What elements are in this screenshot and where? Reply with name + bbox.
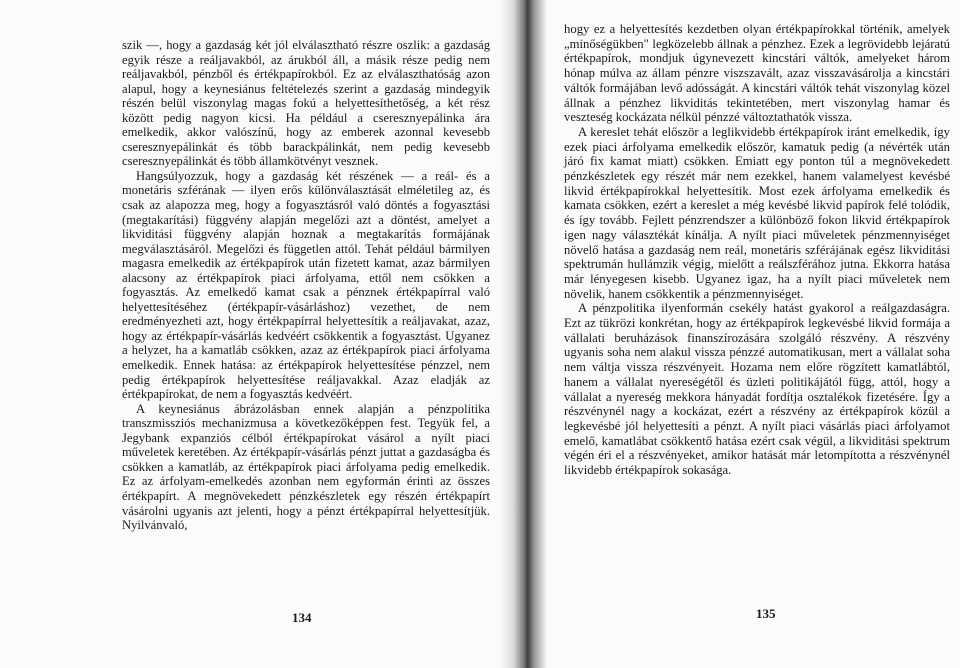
paragraph: hogy ez a helyettesítés kezdetben olyan értékpapírokkal történik, amelyek „minőségükben" legközelebb állnak a pénzhez. Ezek a legrövidebb lejáratú értékpapírok, mondjuk úgynevezett kincstári váltók, amelyeket három hónap múlva az állam pénzre viszszavált, azaz visszavásárolja a kincstári váltók formájában levő adósságát. A kincstári váltók tehát viszonylag közel állnak a pénzhez likviditás tekintetében, mert viszonylag hamar és veszteség kockázata nélkül pénzzé változtathatók vissza. [564,22,950,125]
right-page-text [564,22,950,478]
right-page [534,0,960,668]
paragraph: A pénzpolitika ilyenformán csekély hatást gyakorol a reálgazdaságra. Ezt az tükrözi konkrétan, hogy az értékpapírok legkevésbé likvid formája a vállalati beruházások finanszírozására szolgáló részvény. A részvény ugyanis soha nem alakul vissza pénzzé automatikusan, mert a vállalat soha nem váltja vissza részvényeit. Hozama nem előre rögzített kamatlábtól, hanem a vállalat nyereségétől és üzleti politikájától függ, attól, hogy a vállalat a nyereség mekkora hányadát fordítja osztalékok fizetésére. Így a részvénynél nagy a kockázat, ezért a részvény az értékpapírok közül a legkevésbé jól helyettesíti a pénzt. A nyílt piaci vásárlás piaci árfolyamot emelő, kamatlábat csökkentő hatása ezért csak végül, a likviditási spektrum végén éri el a részvényeket, amikor hatását már letompította a részvénynél likvidebb értékpapírok sokasága. [564,301,950,478]
left-page-text [122,38,490,533]
paragraph: Hangsúlyozzuk, hogy a gazdaság két részének — a reál- és a monetáris szférának — ilyen erős különválasztását elméletileg az, és csak az alapozza meg, hogy a fogyasztásról való döntés a fogyasztási (megtakarítási) függvény alapján megelőzi azt a döntést, amelyet a likviditási függvény alapján hoznak a megtakarítás formájának megválasztásáról. Megelőzi és független attól. Tehát például bármilyen magasra emelkedik az értékpapírok után fizetett kamat, azaz bármilyen alacsony az értékpapírok piaci árfolyama, ettől nem csökken a fogyasztás. Az emelkedő kamat csak a pénznek értékpapírral való helyettesítéséhez (értékpapír-vásárláshoz) vezethet, de nem eredményezheti azt, hogy értékpapírral helyettesítik a reáljavakat, azaz, hogy az értékpapír-vásárlás kedvéért csökkentik a fogyasztást. Ugyanez a helyzet, ha a kamatláb csökken, azaz az értékpapírok piaci árfolyama emelkedik. Ennek hatása: az értékpapírok helyettesítése pénzzel, nem pedig értékpapírok helyettesítése reáljavakkal. Azaz eladják az értékpapírokat, de nem a fogyasztás kedvéért. [122,168,490,402]
paragraph: A kereslet tehát először a leglikvidebb értékpapírok iránt emelkedik, így ezek piaci árfolyama emelkedik először, kamatuk pedig (a névérték után járó fix kamat miatt) csökken. Emiatt egy ponton túl a megnövekedett pénzkészletek egy részét már nem ezekkel, hanem valamelyest kevésbé likvid értékpapírokkal helyettesítik. Most ezek árfolyama emelkedik és kamata csökken, ezért a kereslet a még kevésbé likvid papírok felé tolódik, és így tovább. Fejlett pénzrendszer a különböző fokon likvid értékpapírok igen nagy választékát kínálja. A nyílt piaci műveletek pénzmennyiséget növelő hatása a gazdaság nem reál, monetáris szférájának egész likviditási spektrumán hullámzik végig, mielőtt a reálszférához jutna. Ekkorra hatása már lényegesen kisebb. Ugyanez igaz, ha a nyílt piaci műveletek nem növelik, hanem csökkentik a pénzmennyiséget. [564,124,950,301]
page-number-left: 134 [292,610,312,625]
page-number-right: 135 [756,606,776,621]
paragraph: szik —, hogy a gazdaság két jól elválasztható részre oszlik: a gazdaság egyik része a reáljavakból, az árukból áll, a másik része pedig nem reáljavakból, pénzből és értékpapírokból. Ez az elválaszthatóság azon alapul, hogy a keynesiánus feltételezés szerint a gazdaság mindegyik részén belül viszonylag magas fokú a helyettesíthetőség, a két rész között pedig nagyon kicsi. Ha például a cseresznyepálinka ára emelkedik, akkor valószínű, hogy az emberek azonnal kevesebb cseresznyepálinkát és több barackpálinkát, nem pedig kevesebb cseresznyepálinkát és több államkötvényt vesznek. [122,38,490,169]
paragraph: A keynesiánus ábrázolásban ennek alapján a pénzpolitika transzmissziós mechanizmusa a következőképpen fest. Tegyük fel, a Jegybank expanziós célból értékpapírokat vásárol a nyílt piaci műveletek keretében. Az értékpapír-vásárlás pénzt juttat a gazdaságba és csökken a kamatláb, az értékpapírok piaci árfolyama pedig emelkedik. Ez az árfolyam-emelkedés azonban nem egyformán érinti az összes értékpapírt. A megnövekedett pénzkészletek egy részén értékpapírt vásárolni ugyanis azt jelenti, hogy a pénzt értékpapírral helyettesítjük. Nyilvánvaló, [122,401,490,533]
